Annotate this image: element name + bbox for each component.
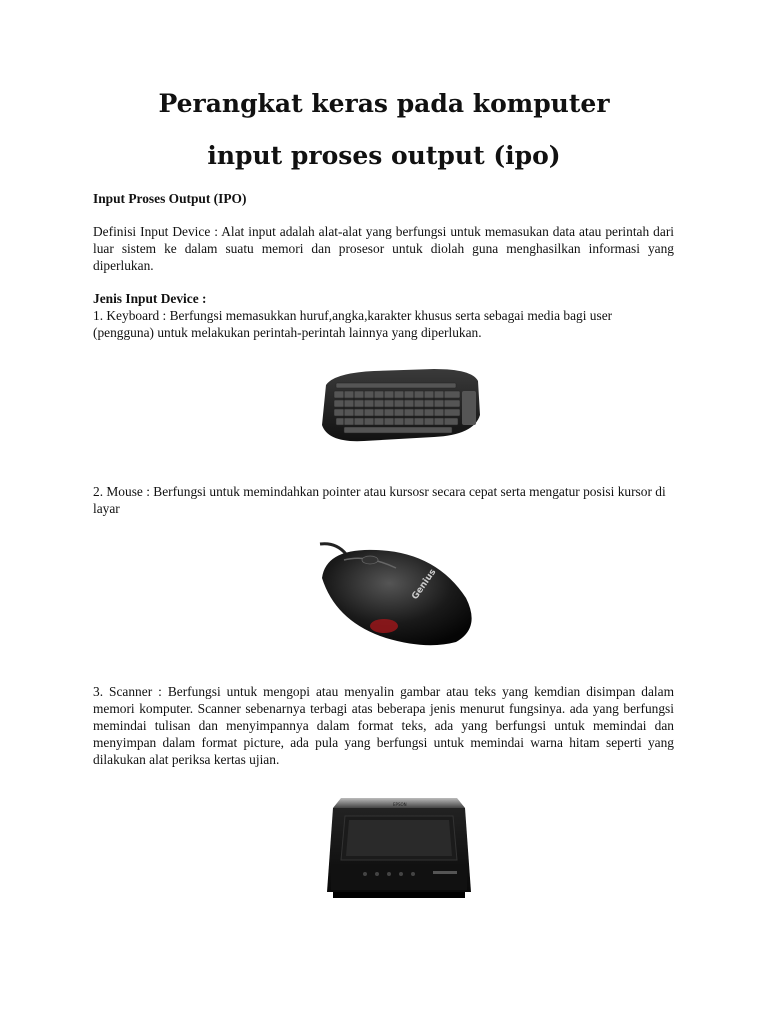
mouse-image — [316, 538, 484, 650]
document-title-line-1: Perangkat keras pada komputer — [158, 89, 610, 118]
mouse-brand-label: Genius — [410, 567, 439, 602]
jenis-input-heading: Jenis Input Device : — [93, 291, 207, 306]
scanner-paragraph: 3. Scanner : Berfungsi untuk mengopi atau menyalin gambar atau teks yang kemdian disimpan dalam memori komputer. Scanner sebenarnya terbagi atas beberapa jenis menurut fungsinya. ada yang berfungsi memindai tulisan dan menyimpannya dalam format teks, ada yang berfungsi untuk memindai dan menyimpan dalam format picture, ada pula yang berfungsi untuk memindai warna hitam seperti yang dilakukan alat periksa kertas ujian. — [93, 684, 674, 767]
keyboard-image — [314, 355, 484, 450]
keyboard-paragraph: 1. Keyboard : Berfungsi memasukkan huruf,angka,karakter khusus serta sebagai media bagi user (pengguna) untuk melakukan perintah-perintah lainnya yang diperlukan. — [93, 308, 613, 340]
definition-paragraph: Definisi Input Device : Alat input adalah alat-alat yang berfungsi untuk memasukan data atau perintah dari luar sistem ke dalam suatu memori dan prosesor untuk diolah guna menghasilkan informasi yang diperlukan. — [93, 224, 674, 273]
scanner-brand-label: EPSON — [393, 802, 407, 807]
mouse-paragraph: 2. Mouse : Berfungsi untuk memindahkan pointer atau kursosr secara cepat serta mengatur posisi kursor di layar — [93, 484, 666, 516]
section-heading: Input Proses Output (IPO) — [93, 191, 247, 206]
document-title-line-2: input proses output (ipo) — [207, 141, 561, 170]
scanner-image — [325, 794, 473, 902]
